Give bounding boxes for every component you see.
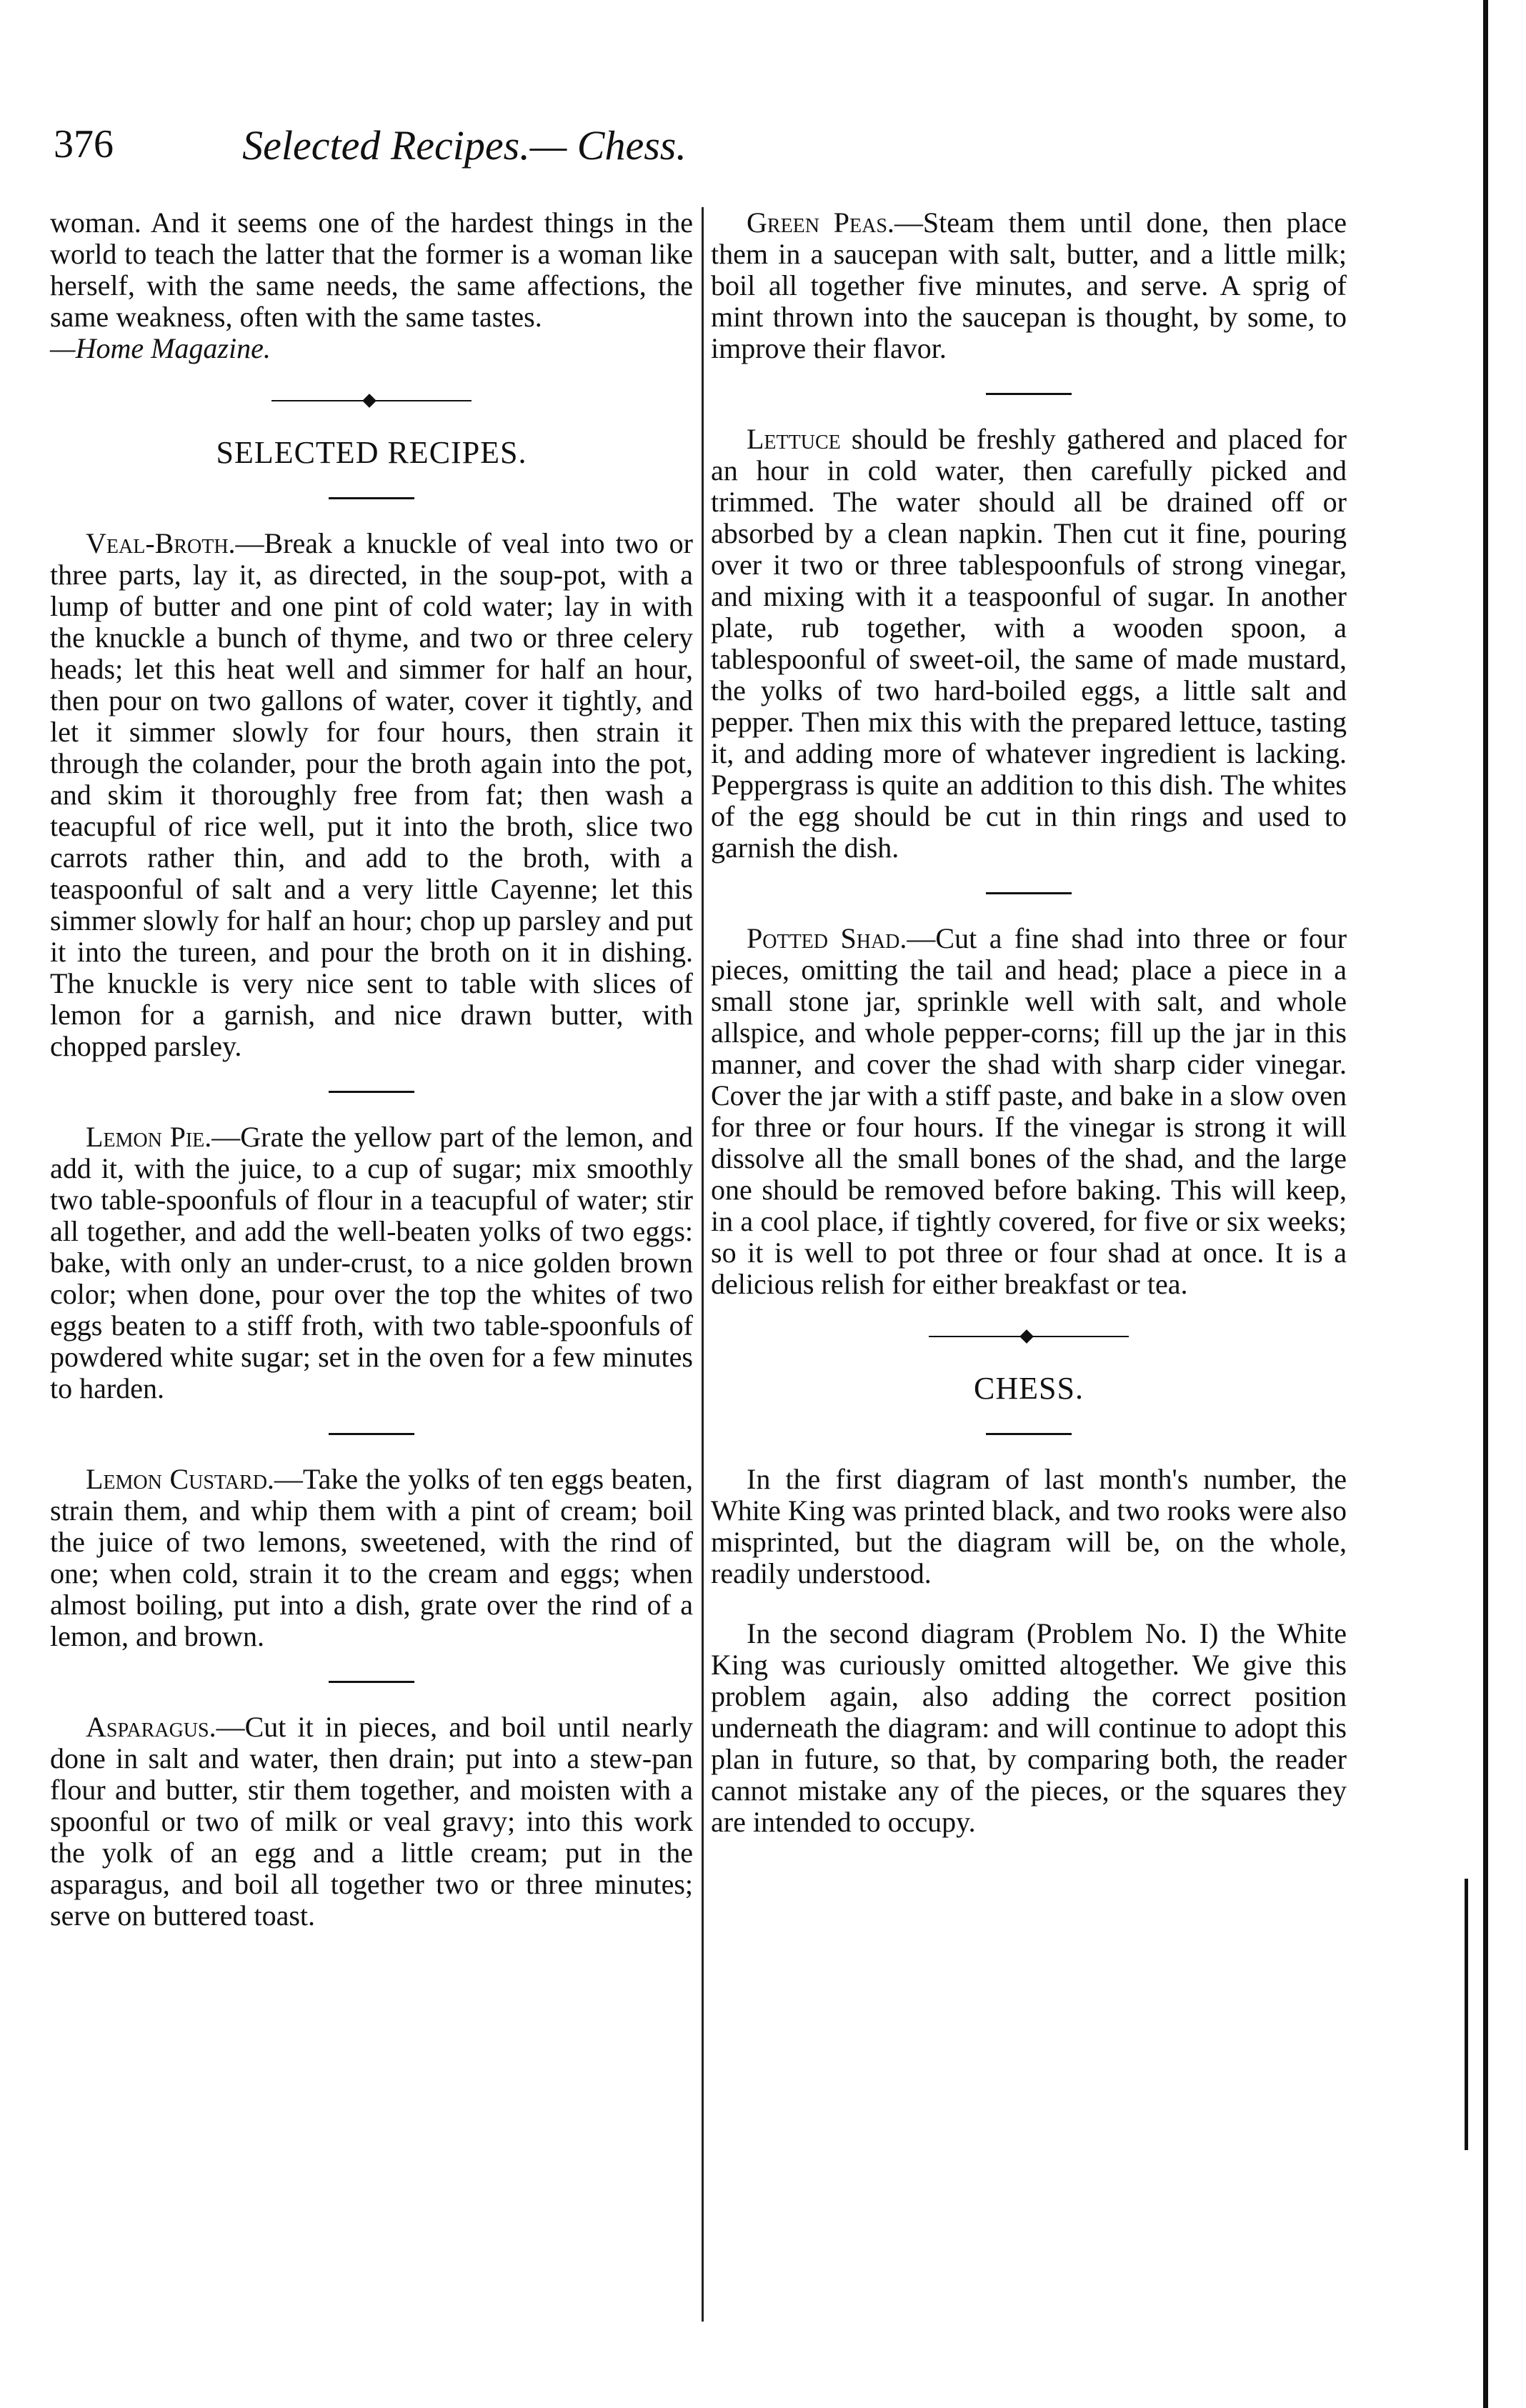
recipe-title: Green Peas. — [747, 206, 894, 239]
intro-paragraph — [50, 207, 693, 364]
recipe-title: Potted Shad. — [747, 922, 907, 954]
short-rule — [329, 497, 414, 499]
recipe-green-peas — [711, 207, 1347, 364]
recipe-text: —Take the yolks of ten eggs beaten, strain them, and whip them with a pint of cream; boil the juice of two lemons, sweetened, with the rind of one; when cold, strain it to the cream and eggs; when almost boiling, put into a dish, grate over the rind of a lemon, and brown. — [50, 1463, 694, 1652]
page-header — [0, 114, 1372, 193]
recipe-asparagus — [50, 1712, 693, 1932]
recipe-title: Lemon Custard. — [86, 1463, 274, 1495]
recipe-lettuce — [711, 424, 1347, 864]
chess-paragraph: In the second diagram (Problem No. I) the White King was curiously omitted altogether. We give this problem again, also adding the correct position underneath the diagram: and will continue to adopt this plan in future, so that, by comparing both, the reader cannot mistake any of the pieces, or the squares they are intended to occupy. — [711, 1617, 1347, 1838]
selected-recipes-heading: SELECTED RECIPES. — [216, 435, 527, 470]
ornamental-rule — [929, 1336, 1129, 1337]
page-number: 376 — [54, 122, 114, 166]
short-rule — [329, 1681, 414, 1683]
recipe-text: —Steam them until done, then place them in a saucepan with salt, butter, and a little milk; boil all together five minutes, and serve. A sprig of mint thrown into the saucepan is thought, by some, to improve their flavor. — [711, 206, 1347, 364]
recipe-veal-broth — [50, 528, 693, 1062]
intro-source: —Home Magazine. — [50, 332, 271, 364]
recipe-title: Lemon Pie. — [86, 1121, 212, 1153]
chess-paragraph: In the first diagram of last month's number, the White King was printed black, and two rooks were also misprinted, but the diagram will be, on the whole, readily understood. — [711, 1463, 1347, 1589]
right-column — [711, 207, 1347, 1867]
short-rule — [986, 1433, 1072, 1435]
recipe-text: —Grate the yellow part of the lemon, and add it, with the juice, to a cup of sugar; mix smoothly two table-spoonfuls of flour in a teacupful of water; stir all together, and add the well-beaten yolks of two eggs: bake, with only an under-crust, to a nice golden brown color; when done, pour over the top the whites of two eggs beaten to a stiff froth, with two table-spoonfuls of powdered white sugar; set in the oven for a few minutes to harden. — [50, 1121, 693, 1404]
page-edge-mark — [1465, 1879, 1468, 2150]
intro-text: woman. And it seems one of the hardest things in the world to teach the latter that the former is a woman like herself, with the same needs, the same affections, the same weakness, often with the same tastes. — [50, 206, 693, 333]
recipe-lemon-custard — [50, 1464, 693, 1652]
running-title: Selected Recipes.— Chess. — [242, 122, 687, 169]
short-rule — [986, 393, 1072, 395]
recipe-title: Veal-Broth. — [86, 527, 236, 559]
left-column — [50, 207, 693, 1960]
recipe-potted-shad — [711, 923, 1347, 1300]
short-rule — [329, 1433, 414, 1435]
ornamental-rule — [271, 400, 472, 401]
recipe-text: should be freshly gathered and placed for an hour in cold water, then carefully picked and trimmed. The water should all be drained off or absorbed by a clean napkin. Then cut it fine, pouring over it two or three tablespoonfuls of strong vinegar, and mixing with it a teaspoonful of sugar. In another plate, rub together, with a wooden spoon, a tablespoonful of sweet-oil, the same of made mustard, the yolks of two hard-boiled eggs, a little salt and pepper. Then mix this with the prepared lettuce, tasting it, and adding more of whatever ingredient is lacking. Peppergrass is quite an addition to this dish. The whites of the egg should be cut in thin rings and used to garnish the dish. — [711, 423, 1347, 864]
column-divider — [702, 207, 704, 2322]
short-rule — [329, 1091, 414, 1093]
recipe-title: Lettuce — [747, 423, 841, 455]
recipe-text: —Cut it in pieces, and boil until nearly done in salt and water, then drain; put into a stew-pan flour and butter, stir them together, and moisten with a spoonful or two of milk or veal gravy; into this work the yolk of an egg and a little cream; put in the asparagus, and boil all together two or three minutes; serve on buttered toast. — [50, 1711, 693, 1932]
recipe-text: —Break a knuckle of veal into two or three parts, lay it, as directed, in the soup-pot, with a lump of butter and one pint of cold water; lay in with the knuckle a bunch of thyme, and two or three celery heads; let this heat well and simmer for half an hour, then pour on two gallons of water, cover it tightly, and let it simmer slowly for four hours, then strain it through the colander, pour the broth again into the pot, and skim it thoroughly free from fat; then wash a teacupful of rice well, put it into the broth, slice two carrots rather thin, and add to the broth, with a teaspoonful of salt and a very little Cayenne; let this simmer slowly for half an hour; chop up parsley and put it into the tureen, and pour the broth on it in dishing. The knuckle is very nice sent to table with slices of lemon for a garnish, and nice drawn butter, with chopped parsley. — [50, 527, 693, 1062]
chess-heading: CHESS. — [974, 1371, 1084, 1406]
recipe-lemon-pie — [50, 1121, 693, 1404]
short-rule — [986, 892, 1072, 894]
recipe-title: Asparagus. — [86, 1711, 216, 1743]
page-edge-line — [1483, 0, 1488, 2408]
recipe-text: —Cut a fine shad into three or four pieces, omitting the tail and head; place a piece in a small stone jar, sprinkle well with salt, and whole allspice, and whole pepper-corns; fill up the jar in this manner, and cover the shad with sharp cider vinegar. Cover the jar with a stiff paste, and bake in a slow oven for three or four hours. If the vinegar is strong it will dissolve all the small bones of the shad, and the large one should be removed before baking. This will keep, in a cool place, if tightly covered, for five or six weeks; so it is well to pot three or four shad at once. It is a delicious relish for either breakfast or tea. — [711, 922, 1347, 1300]
